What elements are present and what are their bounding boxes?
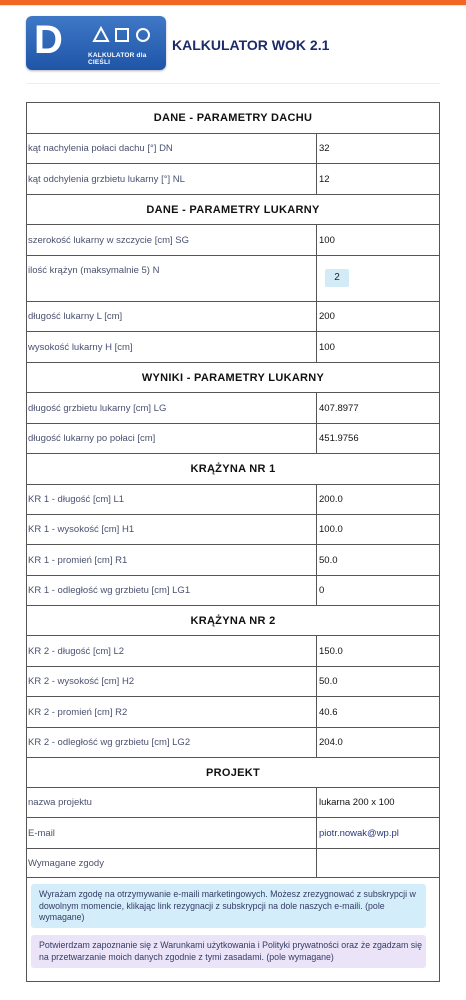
row-kr1-height — [27, 515, 439, 545]
kr1-radius-value: 50.0 — [319, 555, 338, 566]
kr2-radius-value: 40.6 — [319, 707, 338, 718]
project-name-input[interactable]: lukarna 200 x 100 — [319, 797, 395, 808]
roof-pitch-input[interactable]: 32 — [319, 143, 330, 154]
row-kr2-length — [27, 636, 439, 667]
logo-shapes-icon — [92, 24, 162, 46]
slope-length-label: długość lukarny po połaci [cm] — [27, 424, 317, 453]
kr2-height-value: 50.0 — [319, 676, 338, 687]
email-field[interactable]: piotr.nowak@wp.pl — [319, 828, 399, 839]
top-divider — [0, 5, 466, 6]
section-rib-1: KRĄŻYNA NR 1 — [27, 454, 439, 485]
app-title: KALKULATOR WOK 2.1 — [172, 37, 330, 53]
logo-letter: D — [34, 18, 63, 62]
section-dormer-params: DANE - PARAMETRY LUKARNY — [27, 195, 439, 225]
row-dormer-height — [27, 332, 439, 363]
dormer-length-input[interactable]: 200 — [319, 311, 335, 322]
row-dormer-width — [27, 225, 439, 256]
row-ridge-deflection — [27, 164, 439, 195]
marketing-consent-checkbox[interactable]: Wyrażam zgodę na otrzymywanie e-maili marketingowych. Możesz zrezygnować z subskrypcji w dowolnym momencie, klikając link rezygnacji z subskrypcji na dole naszych e-maili. (pole wymagane) — [31, 884, 426, 928]
row-kr1-distance — [27, 576, 439, 606]
row-slope-length — [27, 424, 439, 454]
dormer-height-input[interactable]: 100 — [319, 342, 335, 353]
kr1-distance-label: KR 1 - odległość wg grzbietu [cm] LG1 — [27, 576, 317, 605]
section-results: WYNIKI - PARAMETRY LUKARNY — [27, 363, 439, 393]
email-label: E-mail — [27, 818, 317, 848]
kr2-radius-label: KR 2 - promień [cm] R2 — [27, 697, 317, 727]
kr1-length-label: KR 1 - długość [cm] L1 — [27, 485, 317, 514]
kr1-length-value: 200.0 — [319, 494, 343, 505]
dormer-width-label: szerokość lukarny w szczycie [cm] SG — [27, 225, 317, 255]
rib-count-label: ilość krążyn (maksymalnie 5) N — [27, 256, 317, 301]
required-consents-value — [317, 849, 439, 877]
slope-length-value: 451.9756 — [319, 433, 359, 444]
row-rib-count — [27, 256, 439, 302]
row-kr1-length — [27, 485, 439, 515]
ridge-length-label: długość grzbietu lukarny [cm] LG — [27, 393, 317, 423]
row-required-consents — [27, 849, 439, 878]
row-email — [27, 818, 439, 849]
row-project-name — [27, 788, 439, 818]
calculator-form — [26, 102, 440, 982]
row-dormer-length — [27, 302, 439, 332]
required-consents-label: Wymagane zgody — [27, 849, 317, 877]
section-project: PROJEKT — [27, 758, 439, 788]
ridge-length-value: 407.8977 — [319, 403, 359, 414]
roof-pitch-label: kąt nachylenia połaci dachu [°] DN — [27, 134, 317, 163]
terms-consent-checkbox[interactable]: Potwierdzam zapoznanie się z Warunkami użytkowania i Polityki prywatności oraz że zgadzam się na przetwarzanie moich danych zgodnie z tymi zasadami. (pole wymagane) — [31, 935, 426, 968]
header-divider — [26, 83, 440, 84]
dormer-width-input[interactable]: 100 — [319, 235, 335, 246]
row-kr2-distance — [27, 728, 439, 758]
kr2-length-label: KR 2 - długość [cm] L2 — [27, 636, 317, 666]
kr2-height-label: KR 2 - wysokość [cm] H2 — [27, 667, 317, 696]
rib-count-field — [317, 256, 439, 301]
app-logo[interactable] — [26, 16, 166, 70]
section-roof-params: DANE - PARAMETRY DACHU — [27, 103, 439, 134]
kr1-height-label: KR 1 - wysokość [cm] H1 — [27, 515, 317, 544]
ridge-deflection-label: kąt odchylenia grzbietu lukarny [°] NL — [27, 164, 317, 194]
row-ridge-length — [27, 393, 439, 424]
kr2-length-value: 150.0 — [319, 646, 343, 657]
ridge-deflection-input[interactable]: 12 — [319, 174, 330, 185]
kr1-height-value: 100.0 — [319, 524, 343, 535]
dormer-height-label: wysokość lukarny H [cm] — [27, 332, 317, 362]
row-kr1-radius — [27, 545, 439, 576]
kr2-distance-value: 204.0 — [319, 737, 343, 748]
project-name-label: nazwa projektu — [27, 788, 317, 817]
kr1-radius-label: KR 1 - promień [cm] R1 — [27, 545, 317, 575]
kr1-distance-value: 0 — [319, 585, 325, 596]
row-kr2-radius — [27, 697, 439, 728]
row-kr2-height — [27, 667, 439, 697]
rib-count-select[interactable]: 2 — [325, 269, 349, 287]
dormer-length-label: długość lukarny L [cm] — [27, 302, 317, 331]
section-rib-2: KRĄŻYNA NR 2 — [27, 606, 439, 636]
logo-subtitle: KALKULATOR dla CIEŚLI — [88, 52, 147, 66]
row-roof-pitch — [27, 134, 439, 164]
kr2-distance-label: KR 2 - odległość wg grzbietu [cm] LG2 — [27, 728, 317, 757]
